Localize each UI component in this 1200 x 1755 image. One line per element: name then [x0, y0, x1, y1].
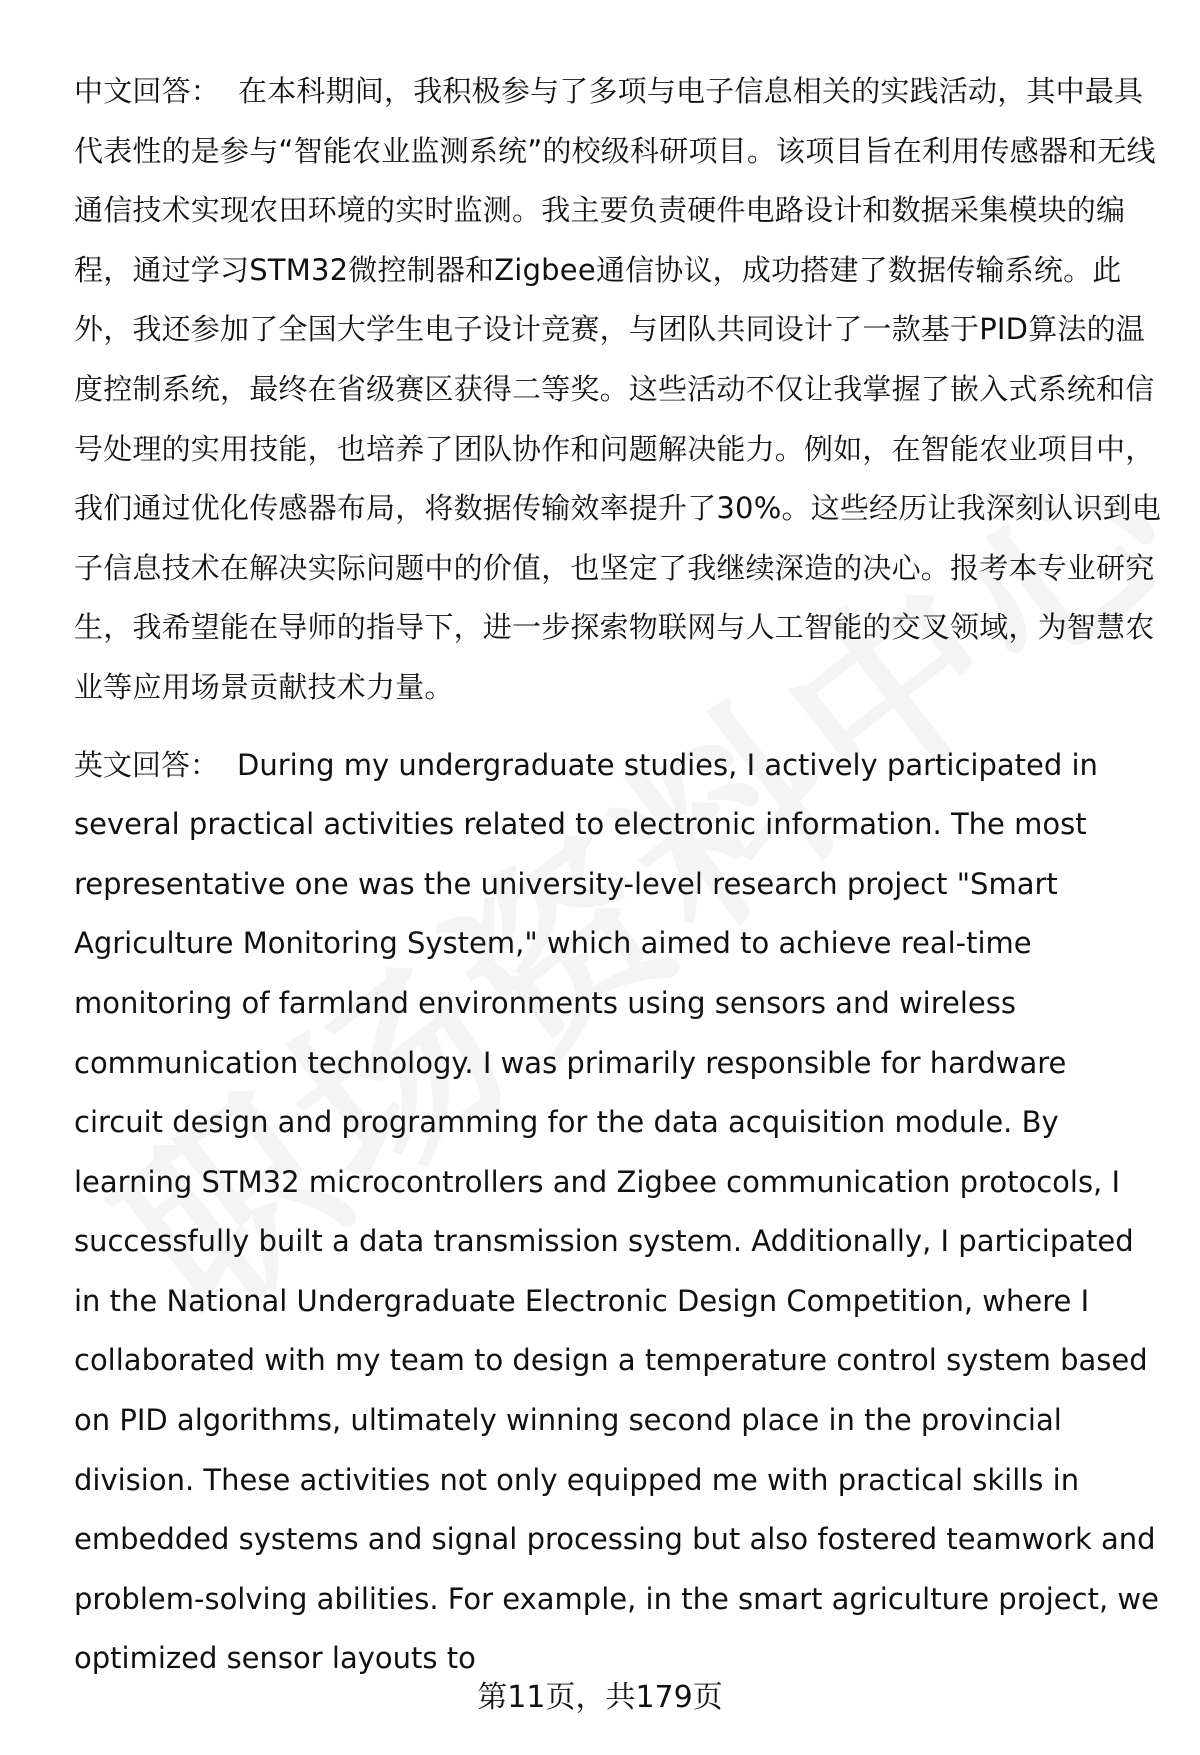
chinese-answer-text: 在本科期间，我积极参与了多项与电子信息相关的实践活动，其中最具代表性的是参与“智能农业监测系统”的校级科研项目。该项目旨在利用传感器和无线通信技术实现农田环境的实时监测。我主要负责硬件电路设计和数据采集模块的编程，通过学习STM32微控制器和Zigbee通信协议，成功搭建了数据传输系统。此外，我还参加了全国大学生电子设计竞赛，与团队共同设计了一款基于PID算法的温度控制系统，最终在省级赛区获得二等奖。这些活动不仅让我掌握了嵌入式系统和信号处理的实用技能，也培养了团队协作和问题解决能力。例如，在智能农业项目中，我们通过优化传感器布局，将数据传输效率提升了30%。这些经历让我深刻认识到电子信息技术在解决实际问题中的价值，也坚定了我继续深造的决心。报考本专业研究生，我希望能在导师的指导下，进一步探索物联网与人工智能的交叉领域，为智慧农业等应用场景贡献技术力量。	[74, 74, 1162, 704]
english-answer-paragraph	[74, 736, 1164, 1690]
chinese-answer-paragraph	[74, 62, 1164, 718]
english-answer-text: During my undergraduate studies, I actively participated in several practical activities related to electronic information. The most representative one was the university-level research project "Smart Agriculture Monitoring System," which aimed to achieve real-time monitoring of farmland environments using sensors and wireless communication technology. I was primarily responsible for hardware circuit design and programming for the data acquisition module. By learning STM32 microcontrollers and Zigbee communication protocols, I successfully built a data transmission system. Additionally, I participated in the National Undergraduate Electronic Design Competition, where I collaborated with my team to design a temperature control system based on PID algorithms, ultimately winning second place in the provincial division. These activities not only equipped me with practical skills in embedded systems and signal processing but also fostered teamwork and problem-solving abilities. For example, in the smart agriculture project, we optimized sensor layouts to	[74, 747, 1159, 1676]
document-body	[74, 62, 1164, 1707]
chinese-answer-label: 中文回答：	[74, 74, 221, 108]
english-answer-label: 英文回答：	[74, 747, 220, 782]
page-number-footer: 第11页，共179页	[477, 1680, 723, 1715]
